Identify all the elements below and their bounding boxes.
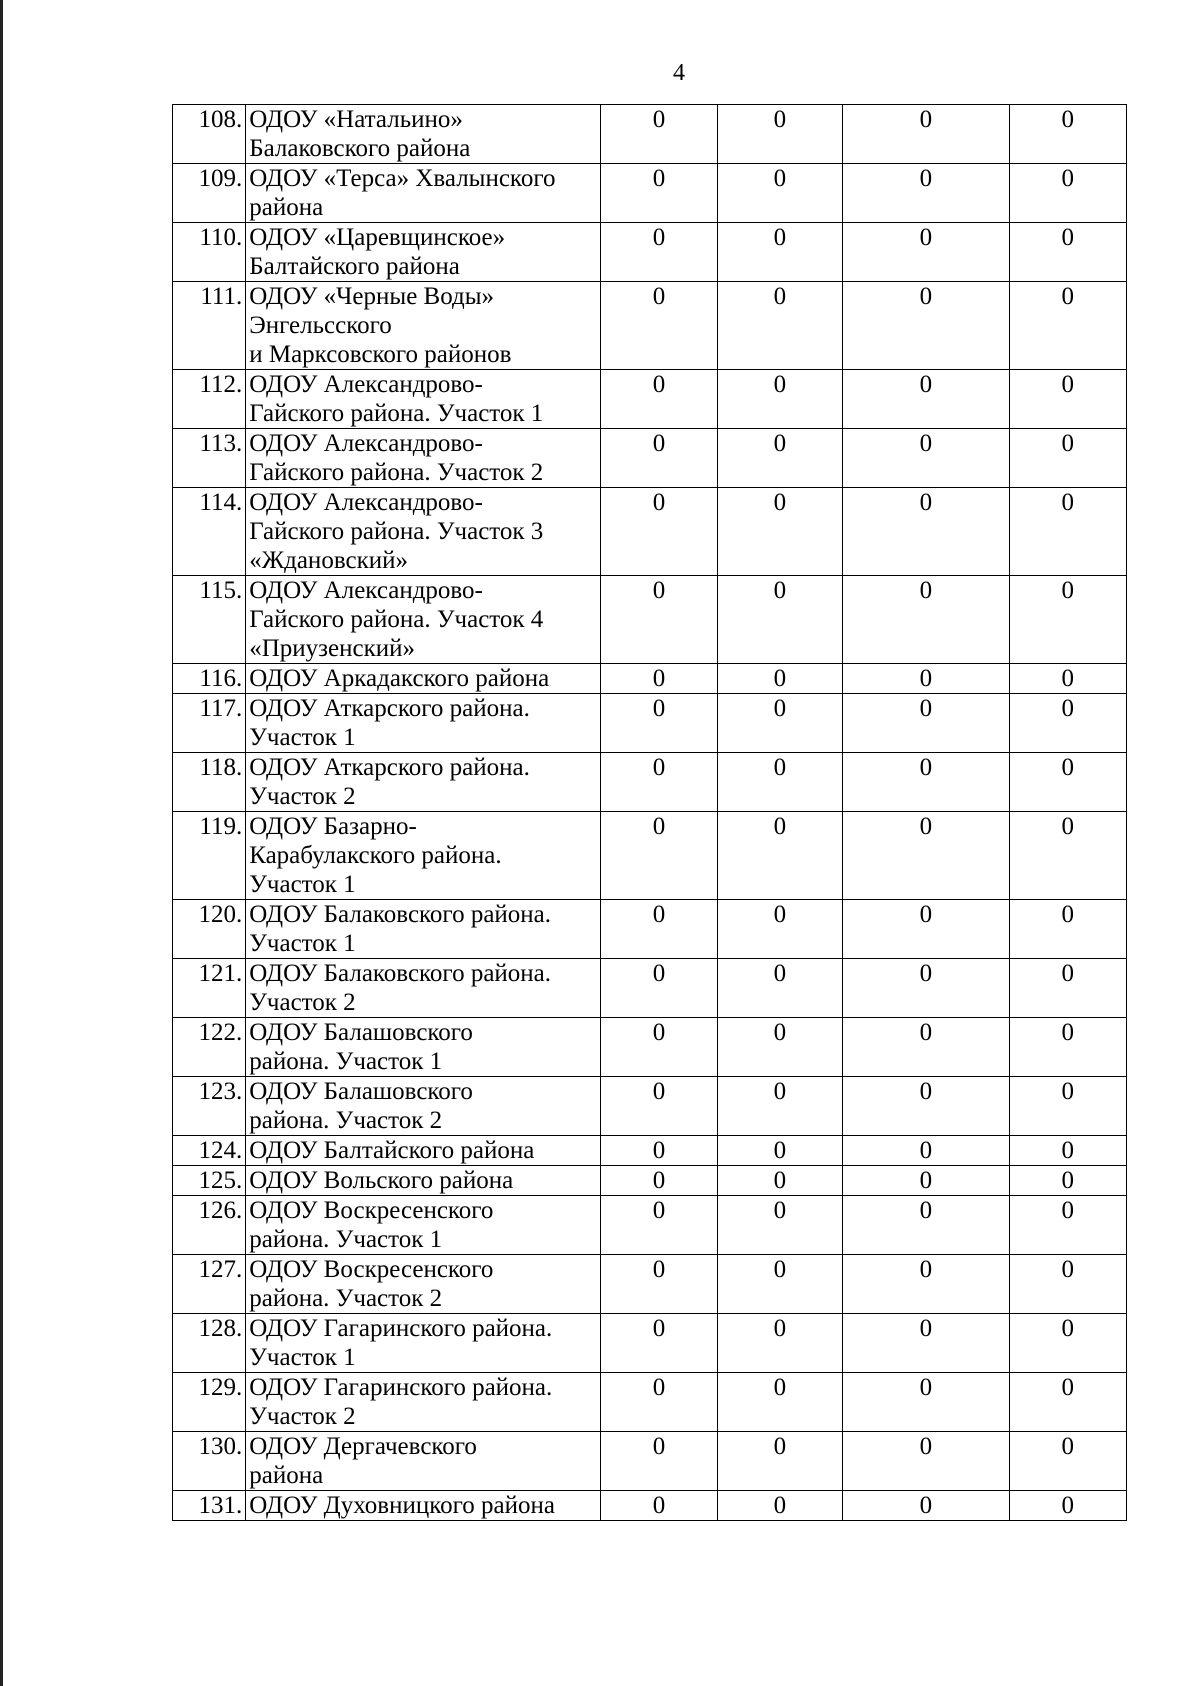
value-cell-4: 0 [1009,1491,1126,1521]
row-number-cell: 112. [173,370,246,429]
value-cell-1: 0 [601,370,717,429]
organization-name-cell: ОДОУ Духовницкого района [246,1491,601,1521]
value-cell-3: 0 [843,1018,1010,1077]
value-cell-3: 0 [843,664,1010,694]
value-cell-1: 0 [601,753,717,812]
value-cell-4: 0 [1009,429,1126,488]
table-row [173,1432,1127,1491]
value-cell-4: 0 [1009,753,1126,812]
table-row [173,1196,1127,1255]
organization-name-cell: ОДОУ Александрово- Гайского района. Участок 3 «Ждановский» [246,488,601,576]
value-cell-3: 0 [843,1255,1010,1314]
organization-name-cell: ОДОУ Балашовского района. Участок 2 [246,1077,601,1136]
table-row [173,664,1127,694]
value-cell-1: 0 [601,1136,717,1166]
value-cell-3: 0 [843,370,1010,429]
table-row [173,1491,1127,1521]
value-cell-3: 0 [843,282,1010,370]
value-cell-4: 0 [1009,664,1126,694]
row-number-cell: 117. [173,694,246,753]
table-row [173,812,1127,900]
value-cell-2: 0 [717,429,842,488]
table-row [173,488,1127,576]
value-cell-3: 0 [843,1077,1010,1136]
row-number-cell: 130. [173,1432,246,1491]
table-row [173,282,1127,370]
value-cell-2: 0 [717,694,842,753]
value-cell-2: 0 [717,1255,842,1314]
value-cell-1: 0 [601,1255,717,1314]
organization-name-cell: ОДОУ Балашовского района. Участок 1 [246,1018,601,1077]
value-cell-3: 0 [843,1432,1010,1491]
organization-name-cell: ОДОУ Аткарского района. Участок 2 [246,753,601,812]
value-cell-1: 0 [601,1373,717,1432]
value-cell-2: 0 [717,488,842,576]
row-number-cell: 113. [173,429,246,488]
row-number-cell: 110. [173,223,246,282]
table-row [173,1136,1127,1166]
row-number-cell: 128. [173,1314,246,1373]
value-cell-1: 0 [601,900,717,959]
value-cell-3: 0 [843,812,1010,900]
table-row [173,1166,1127,1196]
row-number-cell: 111. [173,282,246,370]
table-row [173,164,1127,223]
value-cell-1: 0 [601,1166,717,1196]
row-number-cell: 127. [173,1255,246,1314]
table-row [173,429,1127,488]
value-cell-3: 0 [843,576,1010,664]
value-cell-1: 0 [601,105,717,164]
value-cell-2: 0 [717,282,842,370]
value-cell-4: 0 [1009,105,1126,164]
table-row [173,223,1127,282]
value-cell-1: 0 [601,576,717,664]
value-cell-3: 0 [843,1136,1010,1166]
row-number-cell: 116. [173,664,246,694]
value-cell-2: 0 [717,164,842,223]
value-cell-3: 0 [843,1166,1010,1196]
organization-name-cell: ОДОУ Аткарского района. Участок 1 [246,694,601,753]
organization-name-cell: ОДОУ Александрово- Гайского района. Участок 2 [246,429,601,488]
value-cell-3: 0 [843,488,1010,576]
value-cell-3: 0 [843,1314,1010,1373]
value-cell-4: 0 [1009,1314,1126,1373]
value-cell-1: 0 [601,223,717,282]
organization-name-cell: ОДОУ Балтайского района [246,1136,601,1166]
value-cell-3: 0 [843,1196,1010,1255]
value-cell-2: 0 [717,1196,842,1255]
page-number: 4 [673,60,685,86]
value-cell-4: 0 [1009,1432,1126,1491]
table-row [173,1373,1127,1432]
value-cell-4: 0 [1009,694,1126,753]
table-row [173,694,1127,753]
value-cell-2: 0 [717,1491,842,1521]
value-cell-1: 0 [601,1018,717,1077]
value-cell-4: 0 [1009,959,1126,1018]
value-cell-2: 0 [717,753,842,812]
row-number-cell: 120. [173,900,246,959]
value-cell-3: 0 [843,1373,1010,1432]
value-cell-1: 0 [601,429,717,488]
value-cell-2: 0 [717,812,842,900]
value-cell-1: 0 [601,1491,717,1521]
organization-name-cell: ОДОУ Аркадакского района [246,664,601,694]
value-cell-2: 0 [717,1373,842,1432]
table-row [173,576,1127,664]
value-cell-2: 0 [717,1018,842,1077]
row-number-cell: 114. [173,488,246,576]
row-number-cell: 109. [173,164,246,223]
value-cell-3: 0 [843,223,1010,282]
value-cell-2: 0 [717,959,842,1018]
value-cell-1: 0 [601,164,717,223]
value-cell-2: 0 [717,1166,842,1196]
row-number-cell: 118. [173,753,246,812]
value-cell-4: 0 [1009,488,1126,576]
value-cell-2: 0 [717,1432,842,1491]
value-cell-1: 0 [601,1196,717,1255]
value-cell-2: 0 [717,105,842,164]
organization-name-cell: ОДОУ Воскресенского района. Участок 1 [246,1196,601,1255]
organization-name-cell: ОДОУ Гагаринского района. Участок 1 [246,1314,601,1373]
organization-name-cell: ОДОУ Дергачевского района [246,1432,601,1491]
table-row [173,105,1127,164]
row-number-cell: 125. [173,1166,246,1196]
data-table [172,104,1127,1521]
table-row [173,959,1127,1018]
value-cell-4: 0 [1009,164,1126,223]
value-cell-4: 0 [1009,1166,1126,1196]
page-edge [0,0,3,1686]
value-cell-3: 0 [843,694,1010,753]
value-cell-4: 0 [1009,370,1126,429]
value-cell-4: 0 [1009,812,1126,900]
value-cell-3: 0 [843,105,1010,164]
value-cell-4: 0 [1009,1196,1126,1255]
row-number-cell: 129. [173,1373,246,1432]
value-cell-4: 0 [1009,223,1126,282]
table-row [173,370,1127,429]
table-row [173,753,1127,812]
value-cell-4: 0 [1009,900,1126,959]
value-cell-1: 0 [601,664,717,694]
value-cell-2: 0 [717,900,842,959]
value-cell-1: 0 [601,1432,717,1491]
value-cell-3: 0 [843,959,1010,1018]
value-cell-2: 0 [717,223,842,282]
value-cell-2: 0 [717,370,842,429]
value-cell-1: 0 [601,959,717,1018]
value-cell-4: 0 [1009,1255,1126,1314]
value-cell-3: 0 [843,164,1010,223]
value-cell-4: 0 [1009,282,1126,370]
value-cell-1: 0 [601,1314,717,1373]
value-cell-2: 0 [717,664,842,694]
value-cell-4: 0 [1009,1077,1126,1136]
value-cell-3: 0 [843,429,1010,488]
table-row [173,1077,1127,1136]
organization-name-cell: ОДОУ Балаковского района. Участок 2 [246,959,601,1018]
organization-name-cell: ОДОУ Базарно- Карабулакского района. Участок 1 [246,812,601,900]
value-cell-1: 0 [601,812,717,900]
row-number-cell: 123. [173,1077,246,1136]
table-row [173,1018,1127,1077]
value-cell-1: 0 [601,1077,717,1136]
value-cell-4: 0 [1009,1136,1126,1166]
row-number-cell: 126. [173,1196,246,1255]
value-cell-2: 0 [717,1136,842,1166]
row-number-cell: 115. [173,576,246,664]
row-number-cell: 122. [173,1018,246,1077]
value-cell-4: 0 [1009,1018,1126,1077]
row-number-cell: 119. [173,812,246,900]
row-number-cell: 131. [173,1491,246,1521]
value-cell-4: 0 [1009,1373,1126,1432]
value-cell-3: 0 [843,900,1010,959]
organization-name-cell: ОДОУ «Черные Воды» Энгельсского и Марксовского районов [246,282,601,370]
table-row [173,1255,1127,1314]
organization-name-cell: ОДОУ Гагаринского района. Участок 2 [246,1373,601,1432]
value-cell-2: 0 [717,1077,842,1136]
value-cell-1: 0 [601,694,717,753]
row-number-cell: 108. [173,105,246,164]
organization-name-cell: ОДОУ Вольского района [246,1166,601,1196]
value-cell-2: 0 [717,576,842,664]
organization-name-cell: ОДОУ Александрово- Гайского района. Участок 4 «Приузенский» [246,576,601,664]
value-cell-1: 0 [601,282,717,370]
organization-name-cell: ОДОУ Александрово- Гайского района. Участок 1 [246,370,601,429]
organization-name-cell: ОДОУ «Натальино» Балаковского района [246,105,601,164]
row-number-cell: 124. [173,1136,246,1166]
row-number-cell: 121. [173,959,246,1018]
table-row [173,1314,1127,1373]
value-cell-1: 0 [601,488,717,576]
value-cell-2: 0 [717,1314,842,1373]
organization-name-cell: ОДОУ Воскресенского района. Участок 2 [246,1255,601,1314]
organization-name-cell: ОДОУ Балаковского района. Участок 1 [246,900,601,959]
table-body [173,105,1127,1521]
value-cell-3: 0 [843,753,1010,812]
value-cell-4: 0 [1009,576,1126,664]
organization-name-cell: ОДОУ «Царевщинское» Балтайского района [246,223,601,282]
organization-name-cell: ОДОУ «Терса» Хвалынского района [246,164,601,223]
value-cell-3: 0 [843,1491,1010,1521]
table-row [173,900,1127,959]
